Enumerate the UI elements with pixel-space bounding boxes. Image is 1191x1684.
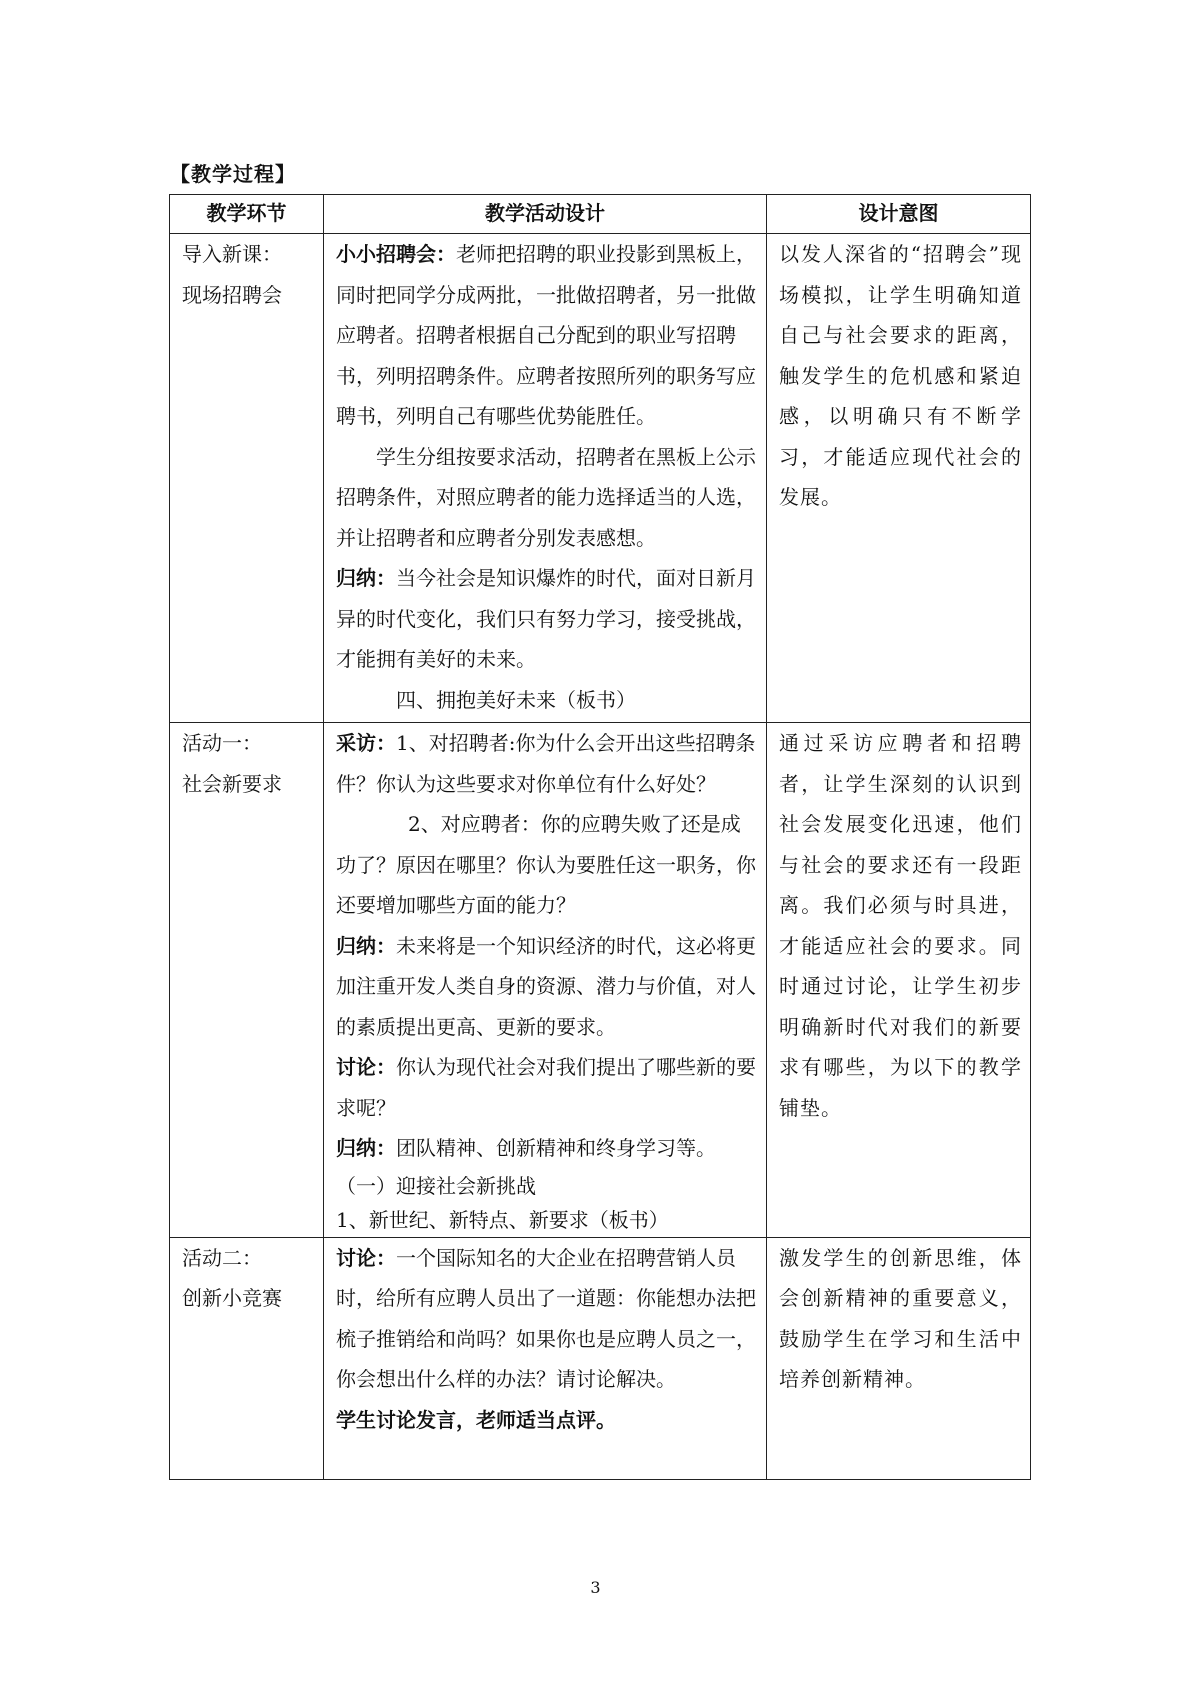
activity-text: 一个国际知名的大企业在招聘营销人员时，给所有应聘人员出了一道题：你能想办法把梳子推销给和尚吗？如果你也是应聘人员之一，你会想出什么样的办法？请讨论解决。 (336, 1245, 756, 1391)
activity-lead: 归纳： (336, 566, 396, 590)
lesson-table (169, 194, 1031, 1480)
activity-paragraph (336, 1047, 756, 1128)
table-row (170, 723, 1031, 1238)
stage-title: 社会新要求 (182, 771, 282, 796)
header-activity: 教学活动设计 (324, 195, 767, 234)
board-note (336, 1169, 756, 1203)
activity-lead: 讨论： (336, 1055, 396, 1079)
header-stage: 教学环节 (170, 195, 324, 234)
intent-cell (767, 1237, 1031, 1479)
page-number: 3 (590, 1578, 601, 1597)
activity-cell (324, 234, 767, 723)
activity-cell (324, 723, 767, 1238)
activity-text: 1、新世纪、新特点、新要求（板书） (336, 1207, 669, 1232)
intent-text: 通过采访应聘者和招聘者，让学生深刻的认识到社会发展变化迅速，他们与社会的要求还有一段距离。我们必须与时具进，才能适应社会的要求。同时通过讨论，让学生初步明确新时代对我们的新要求有哪些，为以下的教学铺垫。 (779, 731, 1022, 1120)
activity-paragraph (336, 723, 756, 804)
intent-text: 激发学生的创新思维，体会创新精神的重要意义，鼓励学生在学习和生活中培养创新精神。 (779, 1245, 1022, 1391)
activity-text: 老师把招聘的职业投影到黑板上，同时把同学分成两批，一批做招聘者，另一批做应聘者。招聘者根据自己分配到的职业写招聘书，列明招聘条件。应聘者按照所列的职务写应聘书，列明自己有哪些优势能胜任。 (336, 242, 756, 428)
stage-label: 导入新课： (182, 242, 282, 266)
stage-title: 创新小竞赛 (182, 1286, 282, 1310)
activity-text: 当今社会是知识爆炸的时代，面对日新月异的时代变化，我们只有努力学习，接受挑战，才能拥有美好的未来。 (336, 566, 756, 671)
table-header-row (170, 195, 1031, 234)
stage-cell (170, 234, 324, 723)
section-title: 【教学过程】 (170, 162, 296, 186)
activity-text: 团队精神、创新精神和终身学习等。 (396, 1136, 716, 1160)
activity-paragraph (336, 437, 756, 559)
header-intent: 设计意图 (767, 195, 1031, 234)
intent-text: 以发人深省的“招聘会”现场模拟，让学生明确知道自己与社会要求的距离，触发学生的危机感和紧迫感，以明确只有不断学习，才能适应现代社会的发展。 (779, 242, 1022, 509)
stage-cell (170, 1237, 324, 1479)
board-note (336, 1203, 756, 1237)
activity-lead: 小小招聘会： (336, 242, 456, 266)
activity-lead: 讨论： (336, 1245, 396, 1270)
activity-paragraph (336, 234, 756, 437)
activity-text: 四、拥抱美好未来（板书） (396, 687, 636, 712)
activity-lead: 采访： (336, 731, 396, 755)
table-row (170, 234, 1031, 723)
activity-lead: 归纳： (336, 1136, 396, 1160)
activity-lead: 归纳： (336, 933, 396, 958)
activity-paragraph (336, 926, 756, 1048)
activity-cell (324, 1237, 767, 1479)
activity-paragraph (336, 804, 756, 926)
intent-cell (767, 234, 1031, 723)
activity-text: 2、对应聘者：你的应聘失败了还是成功了？原因在哪里？你认为要胜任这一职务，你还要增加哪些方面的能力？ (336, 812, 756, 917)
activity-text: 你认为现代社会对我们提出了哪些新的要求呢？ (336, 1055, 756, 1120)
stage-label: 活动一： (182, 731, 262, 755)
activity-paragraph (336, 1400, 756, 1441)
activity-text: 未来将是一个知识经济的时代，这必将更加注重开发人类自身的资源、潜力与价值，对人的素质提出更高、更新的要求。 (336, 933, 756, 1039)
activity-text: 1、对招聘者:你为什么会开出这些招聘条件？你认为这些要求对你单位有什么好处？ (336, 731, 756, 796)
activity-paragraph (336, 558, 756, 680)
table-row (170, 1237, 1031, 1479)
activity-paragraph (336, 1238, 756, 1400)
activity-text: （一）迎接社会新挑战 (336, 1173, 536, 1198)
board-note (336, 680, 756, 721)
intent-cell (767, 723, 1031, 1238)
stage-title: 现场招聘会 (182, 282, 282, 307)
activity-lead: 学生讨论发言，老师适当点评。 (336, 1407, 616, 1432)
activity-paragraph (336, 1128, 756, 1169)
activity-text: 学生分组按要求活动，招聘者在黑板上公示招聘条件，对照应聘者的能力选择适当的人选，并让招聘者和应聘者分别发表感想。 (336, 444, 756, 550)
stage-label: 活动二： (182, 1245, 262, 1270)
stage-cell (170, 723, 324, 1238)
